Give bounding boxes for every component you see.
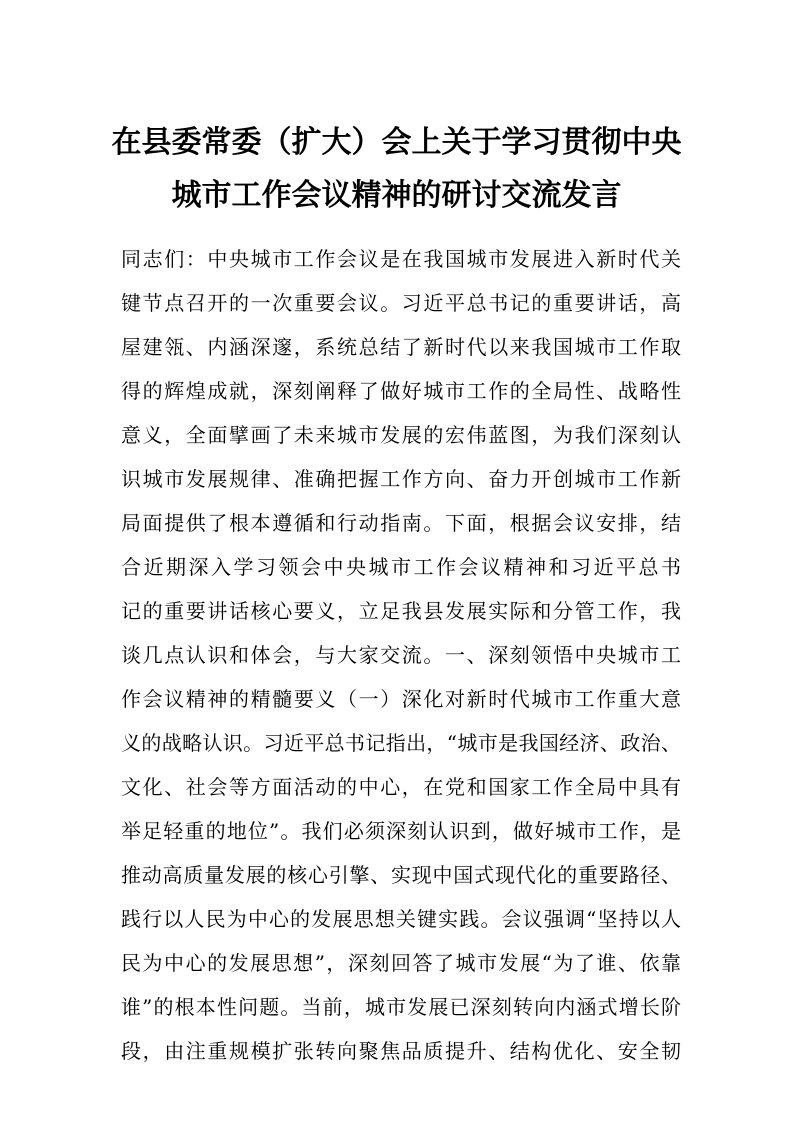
body-text-line: 屋建瓴、内涵深邃，系统总结了新时代以来我国城市工作取	[121, 335, 681, 359]
body-text-line: 意义，全面擘画了未来城市发展的宏伟蓝图，为我们深刻认	[121, 423, 681, 447]
body-text-line: 记的重要讲话核心要义，立足我县发展实际和分管工作，我	[121, 599, 681, 623]
body-text-line: 文化、社会等方面活动的中心，在党和国家工作全局中具有	[121, 775, 681, 799]
body-text-line: 义的战略认识。习近平总书记指出，“城市是我国经济、政治、	[121, 731, 681, 755]
body-text-line: 局面提供了根本遵循和行动指南。下面，根据会议安排，结	[121, 511, 681, 535]
body-text-line: 识城市发展规律、准确把握工作方向、奋力开创城市工作新	[121, 467, 681, 491]
body-text-line: 同志们：中央城市工作会议是在我国城市发展进入新时代关	[121, 247, 681, 271]
body-text-line: 得的辉煌成就，深刻阐释了做好城市工作的全局性、战略性	[121, 379, 681, 403]
body-text-line: 推动高质量发展的核心引擎、实现中国式现代化的重要路径、	[121, 863, 681, 887]
body-text-line: 作会议精神的精髓要义（一）深化对新时代城市工作重大意	[121, 687, 681, 711]
document-title-line-2: 城市工作会议精神的研讨交流发言	[171, 178, 622, 213]
document-title-line-1: 在县委常委（扩大）会上关于学习贯彻中央	[111, 125, 682, 160]
body-text-line: 民为中心的发展思想”，深刻回答了城市发展“为了谁、依靠	[121, 951, 681, 975]
body-text-line: 合近期深入学习领会中央城市工作会议精神和习近平总书	[121, 555, 681, 579]
body-text-line: 谁”的根本性问题。当前，城市发展已深刻转向内涵式增长阶	[121, 995, 681, 1019]
body-text-line: 键节点召开的一次重要会议。习近平总书记的重要讲话，高	[121, 291, 681, 315]
body-text-line: 谈几点认识和体会，与大家交流。一、深刻领悟中央城市工	[121, 643, 681, 667]
body-text-line: 段，由注重规模扩张转向聚焦品质提升、结构优化、安全韧	[121, 1039, 681, 1063]
body-text-line: 践行以人民为中心的发展思想关键实践。会议强调“坚持以人	[121, 907, 681, 931]
body-text-line: 举足轻重的地位”。我们必须深刻认识到，做好城市工作，是	[121, 819, 681, 843]
